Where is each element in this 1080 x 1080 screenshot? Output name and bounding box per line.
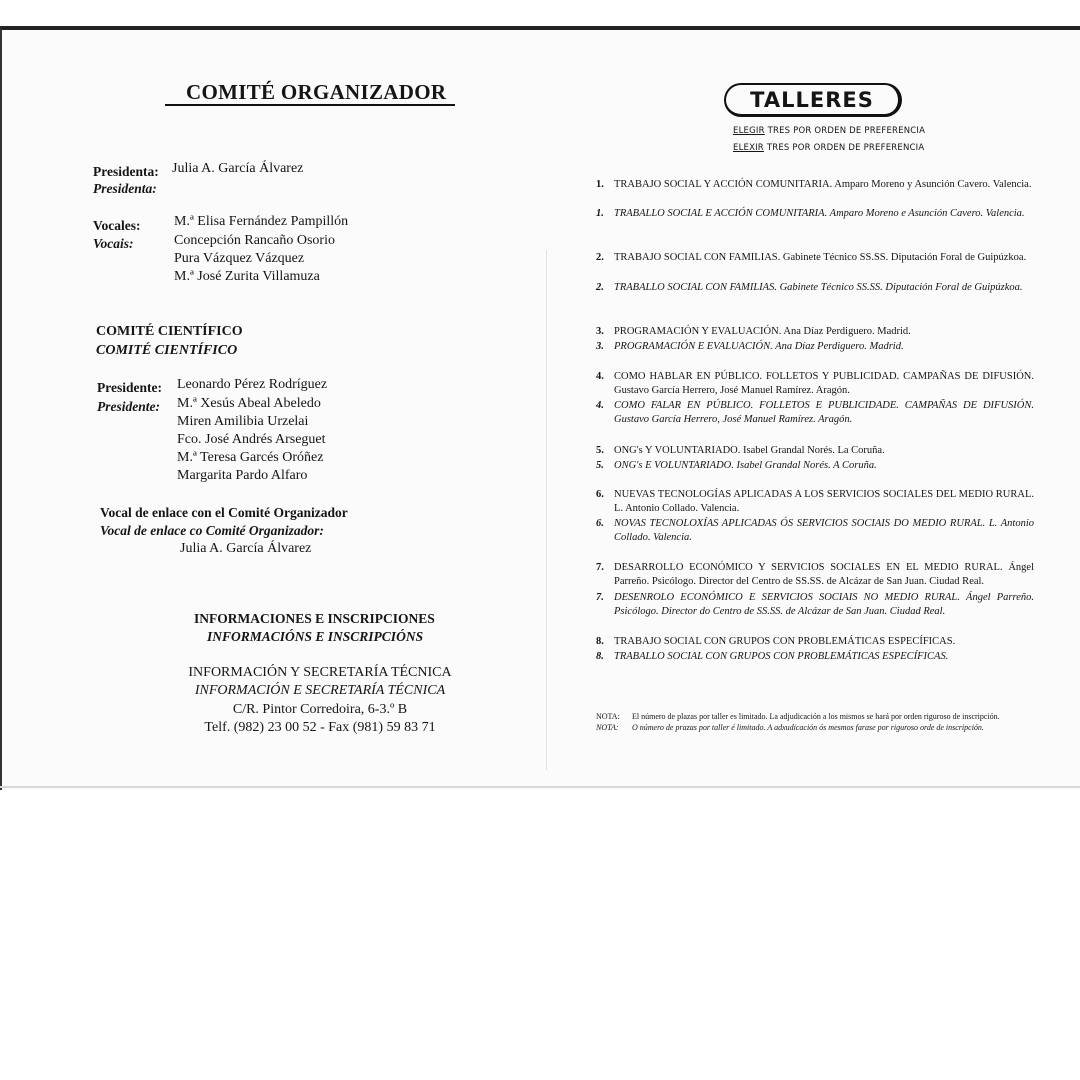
workshop-item: 7. DESARROLLO ECONÓMICO Y SERVICIOS SOCIALES EN EL MEDIO RURAL. Ángel Parreño. Psicólogo. Director del Centro de SS.SS. de Alcázar de San Juan. Ciudad Real. (596, 562, 1034, 587)
title-underline (165, 104, 455, 106)
vocales-label: Vocales: (93, 218, 141, 233)
comite-cientifico-title-gl: COMITÉ CIENTÍFICO (96, 343, 238, 358)
page-fold (546, 250, 547, 770)
vocal-enlace-title-gl: Vocal de enlace co Comité Organizador: (100, 523, 324, 538)
secretaria-line-gl: INFORMACIÓN E SECRETARÍA TÉCNICA (194, 683, 446, 698)
workshop-item: 3. PROGRAMACIÓN Y EVALUACIÓN. Ana Díaz Perdiguero. Madrid. (596, 326, 911, 337)
workshop-item: 2. TRABAJO SOCIAL CON FAMILIAS. Gabinete Técnico SS.SS. Diputación Foral de Guipúzkoa. (596, 252, 1027, 263)
vocais-label-gl: Vocais: (93, 236, 134, 251)
presidente-label-gl: Presidente: (97, 399, 160, 414)
info-title-gl: INFORMACIÓNS E INSCRIPCIÓNS (207, 629, 424, 644)
cientifico-name: Miren Amilibia Urzelai (177, 414, 309, 429)
comite-organizador-title: COMITÉ ORGANIZADOR (186, 80, 447, 104)
nota: NOTA: El número de plazas por taller es limitado. La adjudicación a los mismos se hará por orden riguroso de inscripción. (596, 712, 1000, 721)
elexir-instruction: ELEXIR TRES POR ORDEN DE PREFERENCIA (733, 143, 925, 153)
vocal-enlace-title: Vocal de enlace con el Comité Organizador (100, 505, 348, 520)
sheet-bottom-edge (0, 786, 1080, 788)
workshop-item: 1. TRABAJO SOCIAL Y ACCIÓN COMUNITARIA. Amparo Moreno y Asunción Cavero. Valencia. (596, 179, 1032, 190)
vocal-name: M.ª José Zurita Villamuza (174, 269, 320, 284)
cientifico-name: Leonardo Pérez Rodríguez (177, 377, 328, 392)
presidenta-label-gl: Presidenta: (93, 181, 157, 196)
vocal-name: Concepción Rancaño Osorio (174, 233, 335, 248)
workshop-item: 5. ONG's Y VOLUNTARIADO. Isabel Grandal Norés. La Coruña. (596, 445, 885, 456)
workshop-item-gl: 3. PROGRAMACIÓN E EVALUACIÓN. Ana Díaz Perdiguero. Madrid. (596, 341, 904, 352)
workshop-item-gl: 6. NOVAS TECNOLOXÍAS APLICADAS ÓS SERVICIOS SOCIAIS DO MEDIO RURAL. L. Antonio Collado. Valencia. (596, 518, 1034, 543)
address: C/R. Pintor Corredoira, 6-3.º B (232, 702, 408, 717)
secretaria-line: INFORMACIÓN Y SECRETARÍA TÉCNICA (188, 665, 452, 680)
comite-cientifico-title: COMITÉ CIENTÍFICO (96, 324, 243, 339)
workshop-item: 8. TRABAJO SOCIAL CON GRUPOS CON PROBLEMÁTICAS ESPECÍFICAS. (596, 636, 956, 647)
cientifico-name: M.ª Teresa Garcés Oróñez (177, 450, 324, 465)
presidente-label: Presidente: (97, 380, 162, 395)
nota-gl: NOTA: O número de prazas por taller é limitado. A adxudicación ós mesmos farase por riguroso orde de inscripción. (596, 723, 984, 732)
workshop-item-gl: 4. COMO FALAR EN PÚBLICO. FOLLETOS E PUBLICIDADE. CAMPAÑAS DE DIFUSIÓN. Gustavo García Herrero, José Manuel Ramírez. Aragón. (596, 400, 1034, 425)
elegir-instruction: ELEGIR TRES POR ORDEN DE PREFERENCIA (733, 126, 926, 136)
workshop-item-gl: 1. TRABALLO SOCIAL E ACCIÓN COMUNITARIA. Amparo Moreno e Asunción Cavero. Valencia. (596, 208, 1025, 219)
presidenta-name: Julia A. García Álvarez (172, 161, 304, 176)
workshop-item-gl: 2. TRABALLO SOCIAL CON FAMILIAS. Gabinete Técnico SS.SS. Diputación Foral de Guipúzkoa. (596, 282, 1023, 293)
vocal-enlace-name: Julia A. García Álvarez (180, 541, 312, 556)
workshop-item-gl: 7. DESENROLO ECONÓMICO E SERVICIOS SOCIAIS NO MEDIO RURAL. Ángel Parreño. Psicólogo. Director do Centro de SS.SS. de Alcázar de San Juan. Ciudad Real. (596, 592, 1034, 617)
workshop-item-gl: 5. ONG's E VOLUNTARIADO. Isabel Grandal Norés. A Coruña. (596, 460, 877, 471)
vocal-name: Pura Vázquez Vázquez (174, 251, 305, 266)
cientifico-name: M.ª Xesús Abeal Abeledo (177, 396, 321, 411)
workshop-item: 6. NUEVAS TECNOLOGÍAS APLICADAS A LOS SERVICIOS SOCIALES DEL MEDIO RURAL. L. Antonio Collado. Valencia. (596, 489, 1034, 514)
presidenta-label: Presidenta: (93, 164, 159, 179)
info-title: INFORMACIONES E INSCRIPCIONES (194, 611, 435, 626)
workshop-item-gl: 8. TRABALLO SOCIAL CON GRUPOS CON PROBLEMÁTICAS ESPECÍFICAS. (596, 651, 949, 662)
vocal-name: M.ª Elisa Fernández Pampillón (174, 214, 349, 229)
cientifico-name: Fco. José Andrés Arseguet (177, 432, 326, 447)
workshop-item: 4. COMO HABLAR EN PÚBLICO. FOLLETOS Y PUBLICIDAD. CAMPAÑAS DE DIFUSIÓN. Gustavo García Herrero, José Manuel Ramírez. Aragón. (596, 371, 1034, 396)
phone-fax: Telf. (982) 23 00 52 - Fax (981) 59 83 71 (204, 720, 436, 735)
talleres-title: TALLERES (724, 83, 902, 117)
cientifico-name: Margarita Pardo Alfaro (177, 468, 308, 483)
